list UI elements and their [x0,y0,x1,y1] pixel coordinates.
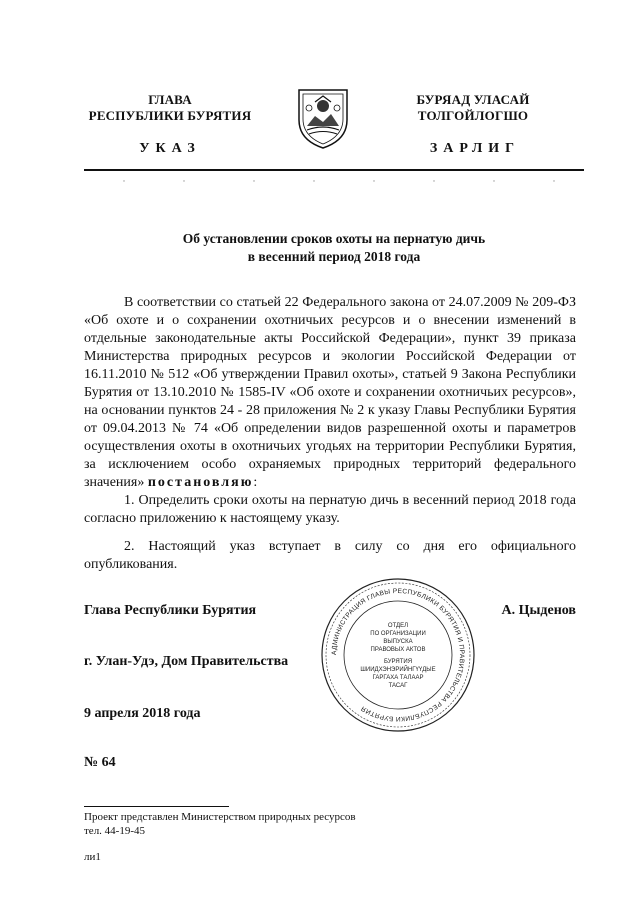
item-2-paragraph [84,538,576,574]
header-rule [84,169,584,171]
signatory-name: А. Цыденов [501,603,576,618]
header-right-line2: ТОЛГОЙЛОГШО [417,108,529,123]
decree-title [84,230,584,266]
seal-line: БУРЯТИЯ [383,659,413,665]
preamble-paragraph: В соответствии со статьей 22 Федерального закона от 24.07.2009 № 209-ФЗ «Об охоте и о сохранении охотничьих ресурсов и о внесении изменений в отдельные законодательные акты Российской Федерации», пункт 39 приказа Министерства природных ресурсов и экологии Российской Федерации от 16.11.2010 № 512 «Об утверждении Правил охоты», статьей 9 Закона Республики Бурятия от 13.10.2010 № 1585-IV «Об охоте и сохранении охотничьих ресурсов», на основании пунктов 24 - 28 приложения № 2 к указу Главы Республики Бурятия от 09.04.2013 № 74 «Об определении видов разрешенной охоты и параметров осуществления охоты в охотничьих угодьях на территории Республики Бурятия, за исключением особо охраняемых природных территорий федерального значения» постановляю: [84,295,576,490]
header-right [383,92,563,124]
header-left-line2: РЕСПУБЛИКИ БУРЯТИЯ [88,108,252,123]
preamble-text: В соответствии со статьей 22 Федерального закона от 24.07.2009 № 209-ФЗ «Об охоте и о сохранении охотничьих ресурсов и о внесении изменений в отдельные законодательные акты Российской Федерации», пункт 39 приказа Министерства природных ресурсов и экологии Российской Федерации от 16.11.2010 № 512 «Об утверждении Правил охоты», статьей 9 Закона Республики Бурятия от 13.10.2010 № 1585-IV «Об охоте и сохранении охотничьих ресурсов», на основании пунктов 24 - 28 приложения № 2 к указу Главы Республики Бурятия от 09.04.2013 № 74 «Об определении видов разрешенной охоты и параметров осуществления охоты в охотничьих угодьях на территории Республики Бурятия, за исключением особо охраняемых природных территорий федерального значения» [84,295,576,490]
header-left [80,92,260,124]
footer-note [84,810,356,838]
seal-line: ПО ОРГАНИЗАЦИИ [370,631,426,637]
title-line2: в весенний период 2018 года [247,249,421,264]
header-left-line1: ГЛАВА [148,92,192,107]
coat-of-arms-icon [293,86,353,150]
dotted-guide [84,172,584,180]
footer-line1: Проект представлен Министерством природных ресурсов [84,811,356,823]
signing-date: 9 апреля 2018 года [84,706,201,721]
doc-type-right: ЗАРЛИГ [429,141,521,156]
seal-line: ВЫПУСКА [383,639,413,645]
official-seal [318,575,478,735]
footer-code: ли1 [84,851,101,863]
decree-word: постановляю [147,475,254,490]
signatory-position: Глава Республики Бурятия [84,603,257,618]
decree-number: № 64 [84,755,116,770]
seal-line: ОТДЕЛ [387,623,409,629]
item-1-text: 1. Определить сроки охоты на пернатую дичь в весенний период 2018 года согласно приложению к настоящему указу. [84,493,576,526]
seal-line: ШИИДХЭНЭРИЙНГҮҮДЫЕ [360,667,436,673]
seal-line: ТАСАГ [388,683,408,689]
footer-line2: тел. 44-19-45 [84,825,146,837]
seal-line: ГАРГАХА ТАЛААР [372,675,424,681]
title-line1: Об установлении сроков охоты на пернатую дичь [182,231,486,246]
item-1-paragraph [84,492,576,528]
svg-text:АДМИНИСТРАЦИЯ ГЛАВЫ РЕСПУБЛИКИ [331,588,465,722]
seal-line: ПРАВОВЫХ АКТОВ [370,647,426,653]
seal-ring-text: АДМИНИСТРАЦИЯ ГЛАВЫ РЕСПУБЛИКИ БУРЯТИЯ И ПРАВИТЕЛЬСТВА РЕСПУБЛИКИ БУРЯТИЯ [330,587,466,723]
doc-type-left: УКАЗ [139,141,201,156]
footer-rule [84,806,229,807]
signing-place: г. Улан-Удэ, Дом Правительства [84,654,289,669]
header-right-line1: БУРЯАД УЛАСАЙ [416,92,530,107]
item-2-text: 2. Настоящий указ вступает в силу со дня его официального опубликования. [84,539,576,572]
